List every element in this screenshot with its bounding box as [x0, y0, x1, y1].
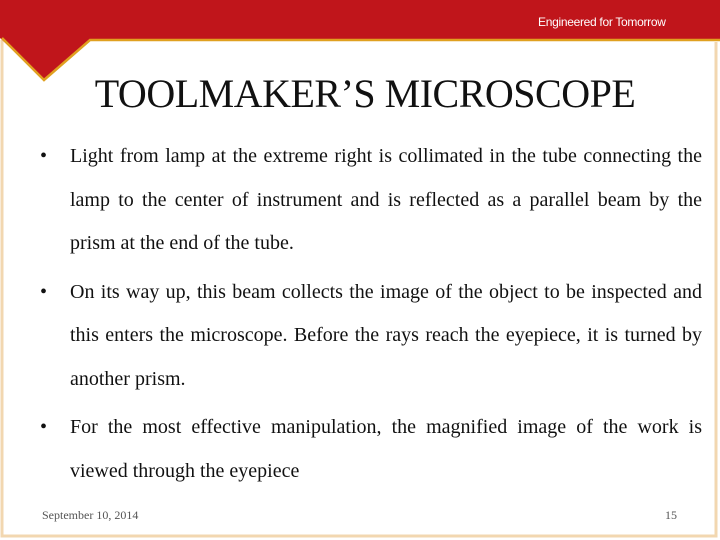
bullet-item — [40, 271, 702, 402]
footer-date: September 10, 2014 — [42, 508, 139, 522]
bullet-item — [40, 406, 702, 493]
bullet-marker: • — [40, 280, 48, 303]
bullet-text: Light from lamp at the extreme right is collimated in the tube connecting the lamp to the center of instrument and is reflected as a parallel beam by the prism at the end of the tube. — [70, 145, 702, 254]
page-number: 15 — [665, 508, 677, 522]
bullet-marker: • — [40, 416, 48, 438]
bullet-item — [40, 135, 702, 266]
brand-tagline: Engineered for Tomorrow — [538, 15, 666, 29]
bullet-text: For the most effective manipulation, the magnified image of the work is viewed through the eyepiece — [70, 416, 702, 482]
bullet-list — [40, 135, 702, 498]
bullet-marker: • — [40, 145, 48, 167]
bullet-text: On its way up, this beam collects the image of the object to be inspected and this enters the microscope. Before the rays reach the eyepiece, it is turned by another prism. — [70, 280, 702, 390]
slide-title: TOOLMAKER’S MICROSCOPE — [94, 71, 636, 116]
